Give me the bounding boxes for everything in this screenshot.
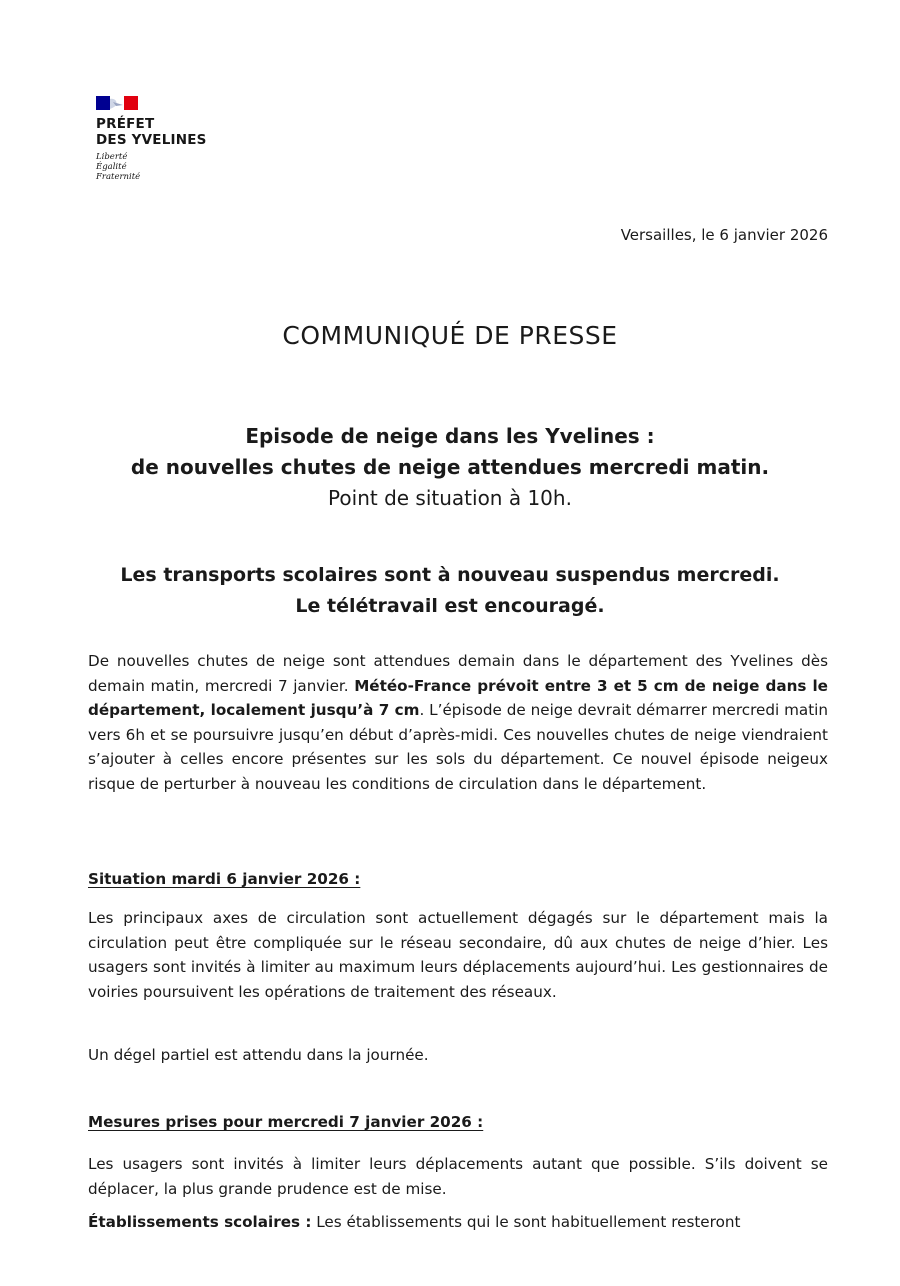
motto-egalite: Égalité <box>96 162 127 172</box>
date-line: Versailles, le 6 janvier 2026 <box>620 226 828 244</box>
intro-paragraph <box>88 649 828 796</box>
republic-motto <box>96 152 256 182</box>
intro-text-part1: De nouvelles chutes de neige sont attendues demain dans le département des Yvelines dès demain matin, mercredi 7 janvier. <box>88 652 828 695</box>
intro-text-part2: . L’épisode de neige devrait démarrer mercredi matin vers 6h et se poursuivre jusqu’en début d’après-midi. Ces nouvelles chutes de neige viendraient s’ajouter à celles encore présentes sur les sols du département. Ce nouvel épisode neigeux risque de perturber à nouveau les conditions de circulation dans le département. <box>88 701 828 793</box>
subheadline-line2: Le télétravail est encouragé. <box>295 595 605 617</box>
logo-title-line1: PRÉFET <box>96 116 155 132</box>
mesures-paragraph: Les usagers sont invités à limiter leurs déplacements autant que possible. S’ils doivent se déplacer, la plus grande prudence est de mise. <box>88 1155 828 1198</box>
headline-line2: de nouvelles chutes de neige attendues mercredi matin. <box>130 455 770 479</box>
headline-line1: Episode de neige dans les Yvelines : <box>245 424 655 448</box>
headline-line3: Point de situation à 10h. <box>328 486 572 510</box>
etablissements-text: Les établissements qui le sont habituellement resteront <box>311 1213 741 1231</box>
intro-forecast-bold: Météo-France prévoit entre 3 et 5 cm de neige dans le département, localement jusqu’à 7 cm <box>88 676 828 719</box>
mesures-heading: Mesures prises pour mercredi 7 janvier 2026 : <box>88 1113 484 1131</box>
headline <box>0 421 900 514</box>
prefecture-logo <box>96 96 256 182</box>
motto-fraternite: Fraternité <box>96 172 141 182</box>
subheadline <box>0 560 900 622</box>
marianne-flag-icon <box>96 96 256 110</box>
situation-heading: Situation mardi 6 janvier 2026 : <box>88 870 361 888</box>
degel-paragraph: Un dégel partiel est attendu dans la journée. <box>88 1046 429 1064</box>
document-type-title: COMMUNIQUÉ DE PRESSE <box>282 321 618 350</box>
etablissements-paragraph <box>88 1210 828 1235</box>
motto-liberte: Liberté <box>96 152 128 162</box>
logo-title-line2: DES YVELINES <box>96 132 207 148</box>
subheadline-line1: Les transports scolaires sont à nouveau suspendus mercredi. <box>120 564 780 586</box>
etablissements-label: Établissements scolaires : <box>88 1213 312 1231</box>
situation-paragraph: Les principaux axes de circulation sont actuellement dégagés sur le département mais la circulation peut être compliquée sur le réseau secondaire, dû aux chutes de neige d’hier. Les usagers sont invités à limiter au maximum leurs déplacements aujourd’hui. Les gestionnaires de voiries poursuivent les opérations de traitement des réseaux. <box>88 909 828 1001</box>
